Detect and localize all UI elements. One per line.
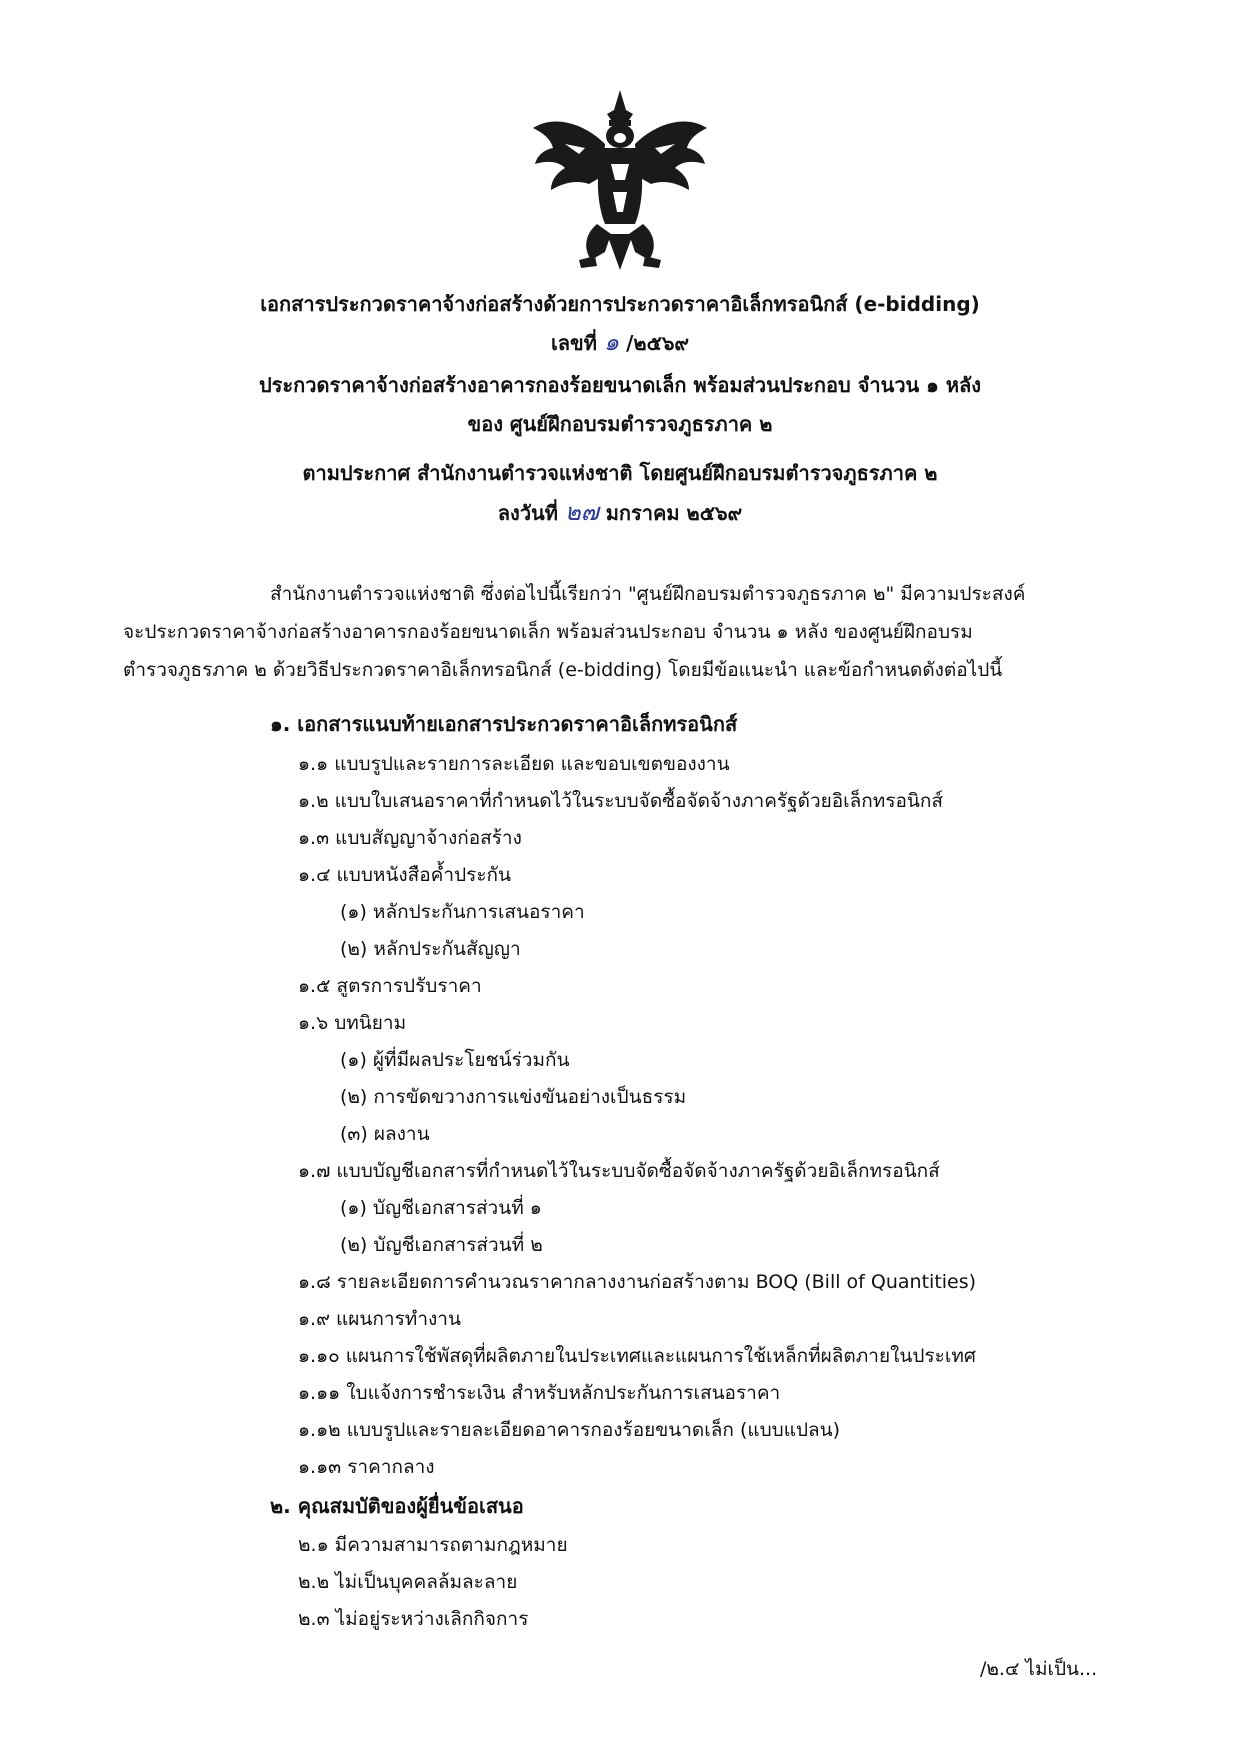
list-item: ๑.๑๐ แผนการใช้พัสดุที่ผลิตภายในประเทศและแผนการใช้เหล็กที่ผลิตภายในประเทศ (298, 1345, 976, 1367)
intro-line-3: ตำรวจภูธรภาค ๒ ด้วยวิธีประกวดราคาอิเล็กทรอนิกส์ (e-bidding) โดยมีข้อแนะนำ และข้อกำหนดดังต่อไปนี้ (123, 659, 1003, 681)
page-continuation: /๒.๔ ไม่เป็น... (980, 1658, 1098, 1680)
announcement-line: ตามประกาศ สำนักงานตำรวจแห่งชาติ โดยศูนย์ฝึกอบรมตำรวจภูธรภาค ๒ (302, 461, 938, 485)
list-item: ๑.๙ แผนการทำงาน (298, 1308, 461, 1330)
intro-line-2: จะประกวดราคาจ้างก่อสร้างอาคารกองร้อยขนาดเล็ก พร้อมส่วนประกอบ จำนวน ๑ หลัง ของศูนย์ฝึกอบรม (123, 621, 973, 643)
section-1-heading: ๑. เอกสารแนบท้ายเอกสารประกวดราคาอิเล็กทรอนิกส์ (270, 712, 738, 736)
announcement-date (0, 500, 1240, 525)
subject-line-1: ประกวดราคาจ้างก่อสร้างอาคารกองร้อยขนาดเล็ก พร้อมส่วนประกอบ จำนวน ๑ หลัง (258, 373, 982, 397)
list-item: ๑.๘ รายละเอียดการคำนวณราคากลางงานก่อสร้างตาม BOQ (Bill of Quantities) (298, 1271, 977, 1293)
document-number (0, 330, 1240, 355)
list-subitem: (๑) บัญชีเอกสารส่วนที่ ๑ (340, 1197, 542, 1219)
list-subitem: (๒) หลักประกันสัญญา (340, 938, 521, 960)
section-2-heading: ๒. คุณสมบัติของผู้ยื่นข้อเสนอ (270, 1494, 524, 1518)
date-suffix: มกราคม ๒๕๖๙ (605, 501, 743, 525)
list-item: ๑.๕ สูตรการปรับราคา (298, 975, 482, 997)
list-subitem: (๒) การขัดขวางการแข่งขันอย่างเป็นธรรม (340, 1086, 687, 1108)
list-item: ๑.๒ แบบใบเสนอราคาที่กำหนดไว้ในระบบจัดซื้อจัดจ้างภาครัฐด้วยอิเล็กทรอนิกส์ (298, 790, 944, 812)
list-subitem: (๓) ผลงาน (340, 1123, 430, 1145)
handwritten-number: ๑ (603, 328, 620, 356)
garuda-emblem (525, 84, 715, 274)
list-item: ๑.๖ บทนิยาม (298, 1012, 407, 1034)
document-title: เอกสารประกวดราคาจ้างก่อสร้างด้วยการประกวดราคาอิเล็กทรอนิกส์ (e-bidding) (260, 292, 980, 316)
subject-line-2: ของ ศูนย์ฝึกอบรมตำรวจภูธรภาค ๒ (467, 412, 773, 436)
handwritten-date-day: ๒๗ (564, 498, 599, 526)
number-suffix: /๒๕๖๙ (626, 331, 690, 355)
list-item: ๒.๓ ไม่อยู่ระหว่างเลิกกิจการ (298, 1608, 529, 1630)
list-item: ๑.๓ แบบสัญญาจ้างก่อสร้าง (298, 827, 522, 849)
list-item: ๑.๗ แบบบัญชีเอกสารที่กำหนดไว้ในระบบจัดซื้อจัดจ้างภาครัฐด้วยอิเล็กทรอนิกส์ (298, 1160, 940, 1182)
list-subitem: (๑) หลักประกันการเสนอราคา (340, 901, 585, 923)
date-prefix: ลงวันที่ (497, 501, 558, 525)
list-subitem: (๒) บัญชีเอกสารส่วนที่ ๒ (340, 1234, 543, 1256)
intro-line-1: สำนักงานตำรวจแห่งชาติ ซึ่งต่อไปนี้เรียกว่า "ศูนย์ฝึกอบรมตำรวจภูธรภาค ๒" มีความประสงค์ (270, 583, 1026, 605)
list-item: ๑.๑๑ ใบแจ้งการชำระเงิน สำหรับหลักประกันการเสนอราคา (298, 1382, 781, 1404)
list-item: ๑.๑๒ แบบรูปและรายละเอียดอาคารกองร้อยขนาดเล็ก (แบบแปลน) (298, 1419, 841, 1441)
list-item: ๑.๔ แบบหนังสือค้ำประกัน (298, 864, 512, 886)
list-item: ๑.๑๓ ราคากลาง (298, 1456, 435, 1478)
number-prefix: เลขที่ (550, 331, 597, 355)
list-item: ๑.๑ แบบรูปและรายการละเอียด และขอบเขตของงาน (298, 753, 730, 775)
list-item: ๒.๑ มีความสามารถตามกฎหมาย (298, 1534, 568, 1556)
list-subitem: (๑) ผู้ที่มีผลประโยชน์ร่วมกัน (340, 1049, 570, 1071)
list-item: ๒.๒ ไม่เป็นบุคคลล้มละลาย (298, 1571, 518, 1593)
